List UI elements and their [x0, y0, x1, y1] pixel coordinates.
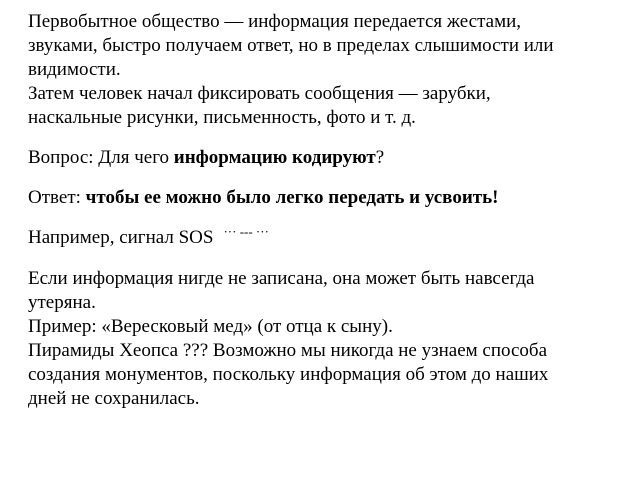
- intro-line-1: Первобытное общество — информация передается жестами,: [28, 11, 522, 32]
- example-line: [28, 226, 618, 251]
- intro-paragraph: [28, 10, 618, 130]
- conclusion-line-2: утеряна.: [28, 292, 96, 313]
- intro-line-2: звуками, быстро получаем ответ, но в пределах слышимости или: [28, 35, 554, 56]
- slide-text: [28, 10, 618, 411]
- question-prefix: Вопрос: Для чего: [28, 147, 174, 168]
- conclusion-paragraph: [28, 267, 618, 411]
- sos-morse-code: ··· --- ···: [223, 224, 269, 239]
- intro-line-3: видимости.: [28, 59, 121, 80]
- question-suffix: ?: [375, 147, 385, 168]
- question-bold: информацию кодируют: [173, 147, 376, 168]
- answer-prefix: Ответ:: [28, 187, 86, 208]
- conclusion-line-1: Если информация нигде не записана, она может быть навсегда: [28, 268, 535, 289]
- intro-line-5: наскальные рисунки, письменность, фото и т. д.: [28, 107, 416, 128]
- conclusion-line-3: Пример: «Вересковый мед» (от отца к сыну).: [28, 316, 393, 337]
- question-line: [28, 146, 618, 170]
- conclusion-line-5: создания монументов, поскольку информация об этом до наших: [28, 364, 549, 385]
- conclusion-line-4: Пирамиды Хеопса ??? Возможно мы никогда не узнаем способа: [28, 340, 548, 361]
- answer-line: [28, 186, 618, 210]
- intro-line-4: Затем человек начал фиксировать сообщения — зарубки,: [28, 83, 491, 104]
- example-text: Например, сигнал SOS: [28, 227, 214, 248]
- answer-bold: чтобы ее можно было легко передать и усвоить!: [85, 187, 499, 208]
- conclusion-line-6: дней не сохранилась.: [28, 388, 200, 409]
